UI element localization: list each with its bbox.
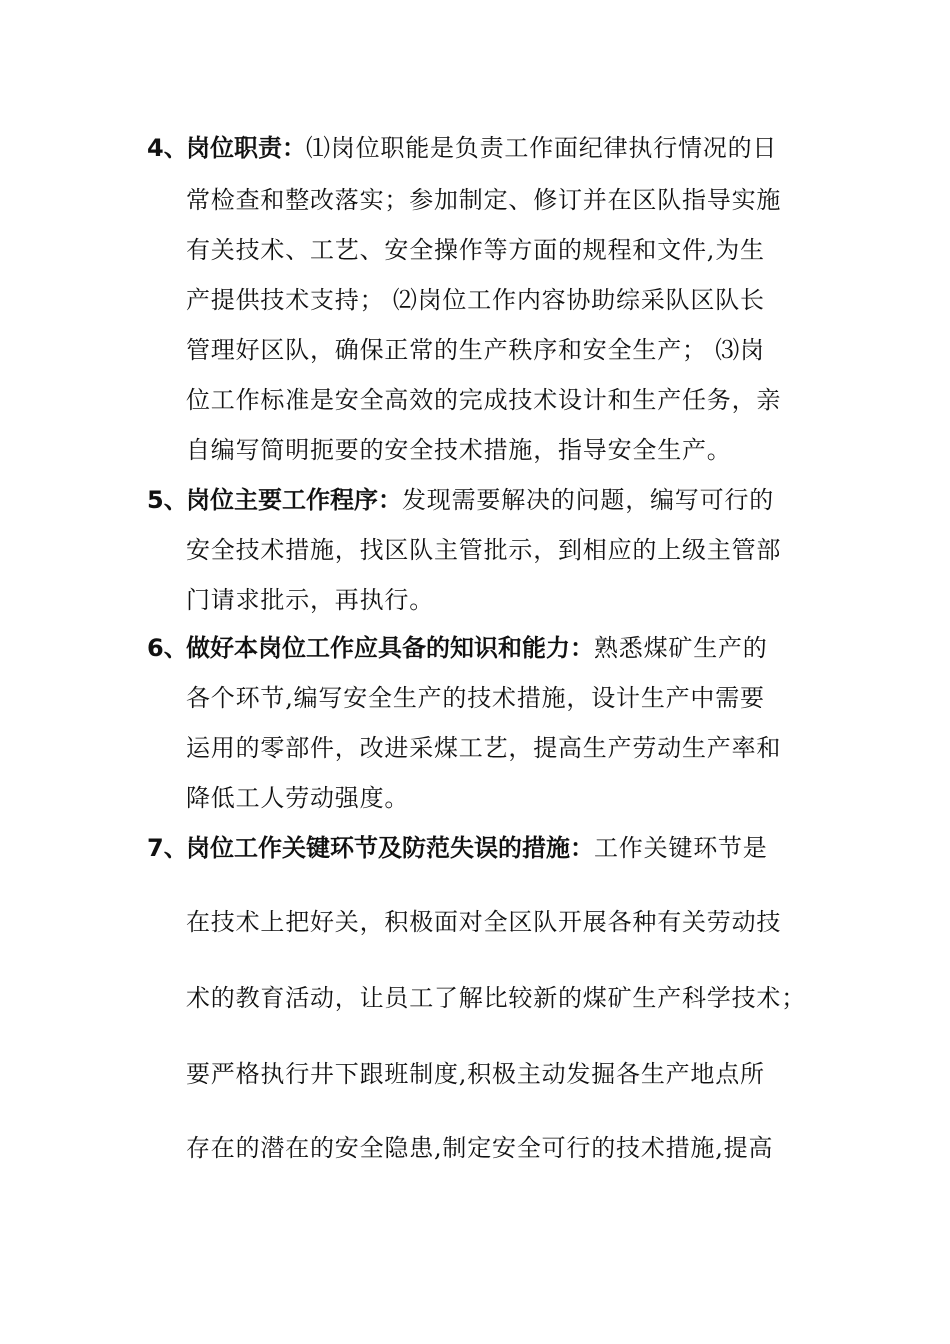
section-text: 自编写简明扼要的安全技术措施，指导安全生产。	[186, 436, 732, 464]
section-5-line-2	[0, 530, 950, 570]
section-text: 在技术上把好关，积极面对全区队开展各种有关劳动技	[186, 908, 782, 936]
section-heading: 岗位职责：	[186, 134, 306, 162]
section-7-line-1	[0, 828, 950, 868]
section-heading: 岗位工作关键环节及防范失误的措施：	[186, 834, 594, 862]
section-7-line-2	[0, 902, 950, 942]
section-text: 安全技术措施，找区队主管批示，到相应的上级主管部	[186, 536, 782, 564]
section-7-line-5	[0, 1128, 950, 1168]
section-text: 管理好区队，确保正常的生产秩序和安全生产； ⑶岗	[186, 336, 765, 364]
section-text: 要严格执行井下跟班制度,积极主动发掘各生产地点所	[186, 1060, 765, 1088]
section-text: 位工作标准是安全高效的完成技术设计和生产任务，亲	[186, 386, 782, 414]
section-4-line-5	[0, 330, 950, 370]
section-number: 7、	[147, 834, 188, 862]
section-heading: 岗位主要工作程序：	[186, 486, 402, 514]
section-text: 发现需要解决的问题，编写可行的	[402, 486, 774, 514]
section-6-line-4	[0, 778, 950, 818]
section-5-line-1	[0, 480, 950, 520]
section-6-line-3	[0, 728, 950, 768]
section-text: 存在的潜在的安全隐患,制定安全可行的技术措施,提高	[186, 1134, 774, 1162]
section-4-line-7	[0, 430, 950, 470]
section-7-line-3	[0, 978, 950, 1018]
section-5-line-3	[0, 580, 950, 620]
section-text: 熟悉煤矿生产的	[594, 634, 768, 662]
section-text: ⑴岗位职能是负责工作面纪律执行情况的日	[306, 134, 778, 162]
section-number: 5、	[147, 486, 188, 514]
section-7-line-4	[0, 1054, 950, 1094]
section-text: 降低工人劳动强度。	[186, 784, 410, 812]
section-text: 工作关键环节是	[594, 834, 768, 862]
section-4-line-1	[0, 128, 950, 168]
section-number: 4、	[147, 134, 188, 162]
section-heading: 做好本岗位工作应具备的知识和能力：	[186, 634, 594, 662]
section-text: 常检查和整改落实；参加制定、修订并在区队指导实施	[186, 186, 782, 214]
section-6-line-2	[0, 678, 950, 718]
section-text: 术的教育活动，让员工了解比较新的煤矿生产科学技术；	[186, 984, 806, 1012]
section-text: 各个环节,编写安全生产的技术措施，设计生产中需要	[186, 684, 765, 712]
section-4-line-2	[0, 180, 950, 220]
section-text: 运用的零部件，改进采煤工艺，提高生产劳动生产率和	[186, 734, 782, 762]
section-6-line-1	[0, 628, 950, 668]
section-number: 6、	[147, 634, 188, 662]
section-text: 产提供技术支持； ⑵岗位工作内容协助综采队区队长	[186, 286, 765, 314]
section-4-line-4	[0, 280, 950, 320]
section-text: 门请求批示，再执行。	[186, 586, 434, 614]
section-4-line-6	[0, 380, 950, 420]
section-4-line-3	[0, 230, 950, 270]
section-text: 有关技术、工艺、安全操作等方面的规程和文件,为生	[186, 236, 765, 264]
